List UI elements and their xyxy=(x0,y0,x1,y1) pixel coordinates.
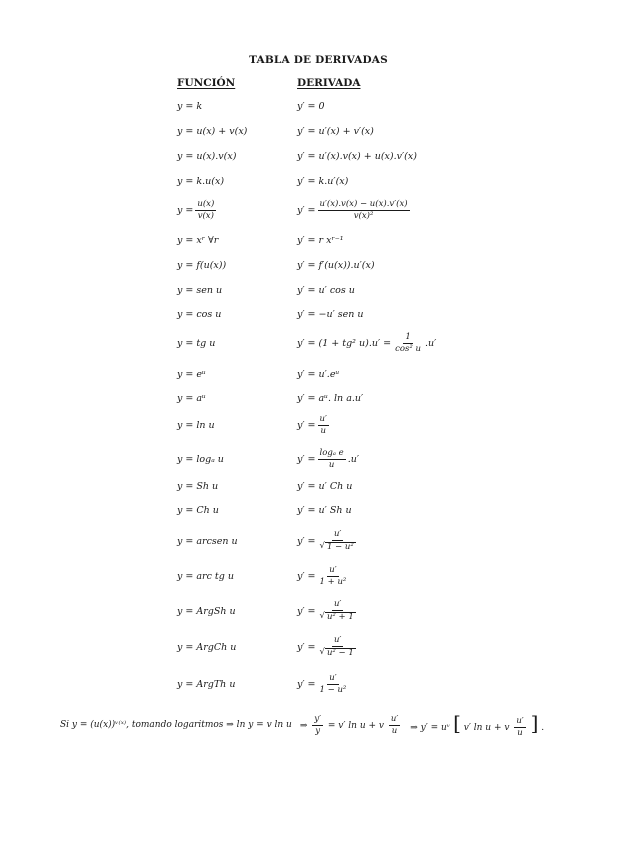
note-bracket-content: v′ ln u + v xyxy=(463,722,510,733)
function-cell xyxy=(177,386,206,410)
derivative-cell xyxy=(297,672,350,696)
fraction xyxy=(393,333,423,354)
derivative-text: y′ = xyxy=(297,453,316,465)
table-row xyxy=(0,198,637,222)
derivative-text: y′ = (1 + tg² u).u′ = xyxy=(297,337,392,349)
function-cell xyxy=(177,498,219,522)
sqrt-icon: √ xyxy=(319,541,325,551)
table-row xyxy=(0,94,637,118)
fraction xyxy=(195,200,216,221)
function-cell xyxy=(177,413,215,437)
derivative-cell xyxy=(297,119,374,143)
radicand: 1 − u² xyxy=(326,542,354,552)
function-text: y = f(u(x)) xyxy=(177,259,227,271)
left-bracket: [ xyxy=(453,710,461,735)
function-cell xyxy=(177,362,206,386)
fraction xyxy=(318,674,349,695)
derivative-text: y′ = u′(x).v(x) + u(x).v′(x) xyxy=(297,150,417,162)
derivative-cell xyxy=(297,144,417,168)
implies-symbol: ⇒ xyxy=(299,720,308,731)
fraction-denominator: v(x) xyxy=(197,210,214,221)
function-cell xyxy=(177,599,236,623)
fraction-numerator: u′ xyxy=(390,713,399,724)
fraction-numerator: u′ xyxy=(333,635,342,646)
note-fraction-2 xyxy=(389,715,400,736)
derivative-cell xyxy=(297,447,359,471)
derivative-text: y′ = aᵘ. ln a.u′ xyxy=(297,392,364,404)
table-row xyxy=(0,474,637,498)
table-row xyxy=(0,672,637,696)
note-fraction-1 xyxy=(312,715,323,736)
sqrt-icon: √ xyxy=(319,611,325,621)
derivative-text: y′ = k.u′(x) xyxy=(297,175,349,187)
derivative-suffix: .u′ xyxy=(424,337,437,349)
function-text: y = u(x).v(x) xyxy=(177,150,237,162)
function-cell xyxy=(177,198,218,222)
fraction-numerator: 1 xyxy=(405,331,411,342)
function-cell xyxy=(177,564,234,588)
fraction-numerator: u′ xyxy=(516,715,524,726)
table-row xyxy=(0,413,637,437)
fraction-denominator: u xyxy=(391,725,398,736)
table-row xyxy=(0,302,637,326)
derivative-cell xyxy=(297,386,363,410)
fraction xyxy=(318,566,349,587)
derivative-cell xyxy=(297,564,350,588)
function-text: y = xʳ ∀r xyxy=(177,234,219,246)
function-text: y = arcsen u xyxy=(177,535,238,547)
radicand: u² − 1 xyxy=(326,648,354,658)
derivative-cell xyxy=(297,94,325,118)
table-row xyxy=(0,119,637,143)
fraction-numerator: u′ xyxy=(329,564,337,575)
radicand: u² + 1 xyxy=(326,612,354,622)
fraction-numerator: y′ xyxy=(314,713,322,724)
derivative-cell xyxy=(297,498,352,522)
note-fraction-3 xyxy=(514,717,525,738)
function-text: y = cos u xyxy=(177,308,222,320)
function-text: y = Sh u xyxy=(177,480,219,492)
table-row xyxy=(0,564,637,588)
function-cell xyxy=(177,447,224,471)
fraction-numerator: u′ xyxy=(329,672,337,683)
fraction-numerator: u(x) xyxy=(197,198,215,209)
fraction-denominator: y xyxy=(315,725,321,736)
function-text: y = k.u(x) xyxy=(177,175,225,187)
table-row xyxy=(0,228,637,252)
table-row xyxy=(0,253,637,277)
derivative-suffix: .u′ xyxy=(347,453,360,465)
fraction-numerator: logₐ e xyxy=(319,447,344,458)
derivative-cell xyxy=(297,474,352,498)
derivative-cell xyxy=(297,228,344,252)
table-row xyxy=(0,144,637,168)
function-cell xyxy=(177,119,247,143)
fraction-denominator: cos² u xyxy=(395,343,421,354)
derivative-cell xyxy=(297,529,360,553)
fraction xyxy=(318,600,358,622)
note-part-1: Si y = (u(x))ᵛ⁽ˣ⁾, tomando logaritmos ⇒ ln y = v ln u xyxy=(60,720,292,730)
fraction-denominator: 1 − u² xyxy=(319,684,347,695)
fraction-denominator: u xyxy=(328,459,335,470)
derivative-text: y′ = u′.eᵘ xyxy=(297,368,340,380)
fraction-denominator: v(x)² xyxy=(353,210,374,221)
function-text: y = u(x) + v(x) xyxy=(177,125,248,137)
function-cell xyxy=(177,144,236,168)
square-root xyxy=(320,542,356,552)
function-text: y = xyxy=(177,204,194,216)
derivative-cell xyxy=(297,169,348,193)
derivative-text: y′ = u′ Ch u xyxy=(297,480,353,492)
table-row xyxy=(0,386,637,410)
derivative-cell xyxy=(297,362,339,386)
log-derivative-note xyxy=(60,710,620,740)
fraction-numerator: u′ xyxy=(333,599,342,610)
function-cell xyxy=(177,672,235,696)
fraction-denominator: 1 + u² xyxy=(319,576,347,587)
function-text: y = tg u xyxy=(177,337,216,349)
derivative-cell xyxy=(297,253,375,277)
right-bracket: ] xyxy=(530,710,539,735)
function-text: y = Ch u xyxy=(177,504,219,516)
function-cell xyxy=(177,474,218,498)
table-row xyxy=(0,447,637,471)
table-row xyxy=(0,331,637,355)
page-title: TABLA DE DERIVADAS xyxy=(249,54,388,66)
table-row xyxy=(0,498,637,522)
function-text: y = aᵘ xyxy=(177,392,206,404)
function-cell xyxy=(177,331,215,355)
function-cell xyxy=(177,94,202,118)
fraction xyxy=(318,449,346,470)
fraction-denominator: u xyxy=(517,727,523,738)
derivative-text: y′ = xyxy=(297,678,316,690)
derivative-cell xyxy=(297,413,331,437)
function-cell xyxy=(177,169,224,193)
derivative-cell xyxy=(297,278,355,302)
derivative-text: y′ = f′(u(x)).u′(x) xyxy=(297,259,375,271)
note-expression: = v′ ln u + v xyxy=(327,720,384,731)
function-text: y = ln u xyxy=(177,419,215,431)
derivative-cell xyxy=(297,331,436,355)
fraction-numerator: u′ xyxy=(333,529,342,540)
fraction-denominator xyxy=(318,647,358,658)
table-row xyxy=(0,278,637,302)
note-period: . xyxy=(541,722,545,733)
derivative-text: y′ = xyxy=(297,419,316,431)
function-text: y = eᵘ xyxy=(177,368,206,380)
derivative-cell xyxy=(297,635,360,659)
table-row xyxy=(0,529,637,553)
header-derivada: DERIVADA xyxy=(297,77,361,89)
fraction xyxy=(318,636,358,658)
derivative-text: y′ = 0 xyxy=(297,100,325,112)
fraction-denominator: u xyxy=(320,425,326,436)
table-row xyxy=(0,362,637,386)
function-cell xyxy=(177,529,238,553)
fraction xyxy=(318,415,329,436)
note-result: ⇒ y′ = uᵛ xyxy=(410,722,451,733)
fraction xyxy=(318,200,410,221)
fraction-numerator: u′(x).v(x) − u(x).v′(x) xyxy=(319,198,408,209)
derivative-cell xyxy=(297,198,412,222)
derivative-text: y′ = xyxy=(297,535,316,547)
sqrt-icon: √ xyxy=(319,647,325,657)
function-text: y = ArgCh u xyxy=(177,641,237,653)
derivative-cell xyxy=(297,599,360,623)
derivative-text: y′ = xyxy=(297,570,316,582)
derivative-text: y′ = u′ Sh u xyxy=(297,504,352,516)
square-root xyxy=(320,648,356,658)
function-text: y = sen u xyxy=(177,284,223,296)
function-text: y = ArgTh u xyxy=(177,678,236,690)
derivative-cell xyxy=(297,302,364,326)
derivative-text: y′ = xyxy=(297,641,316,653)
note-part-3 xyxy=(410,710,545,738)
function-cell xyxy=(177,302,221,326)
fraction xyxy=(318,530,358,552)
derivative-text: y′ = −u′ sen u xyxy=(297,308,364,320)
function-cell xyxy=(177,278,222,302)
derivative-text: y′ = r xʳ⁻¹ xyxy=(297,234,344,246)
function-text: y = ArgSh u xyxy=(177,605,236,617)
table-row xyxy=(0,635,637,659)
note-part-2 xyxy=(300,715,402,736)
table-row xyxy=(0,599,637,623)
function-cell xyxy=(177,228,218,252)
function-cell xyxy=(177,253,226,277)
derivative-text: y′ = u′ cos u xyxy=(297,284,355,296)
function-text: y = arc tg u xyxy=(177,570,234,582)
function-text: y = logₐ u xyxy=(177,453,224,465)
table-row xyxy=(0,169,637,193)
fraction-denominator xyxy=(318,541,358,552)
derivative-text: y′ = xyxy=(297,605,316,617)
header-funcion: FUNCIÓN xyxy=(177,77,236,89)
derivative-text: y′ = u′(x) + v′(x) xyxy=(297,125,374,137)
fraction-numerator: u′ xyxy=(319,413,327,424)
square-root xyxy=(320,612,356,622)
fraction-denominator xyxy=(318,611,358,622)
function-text: y = k xyxy=(177,100,203,112)
function-cell xyxy=(177,635,236,659)
derivative-text: y′ = xyxy=(297,204,316,216)
